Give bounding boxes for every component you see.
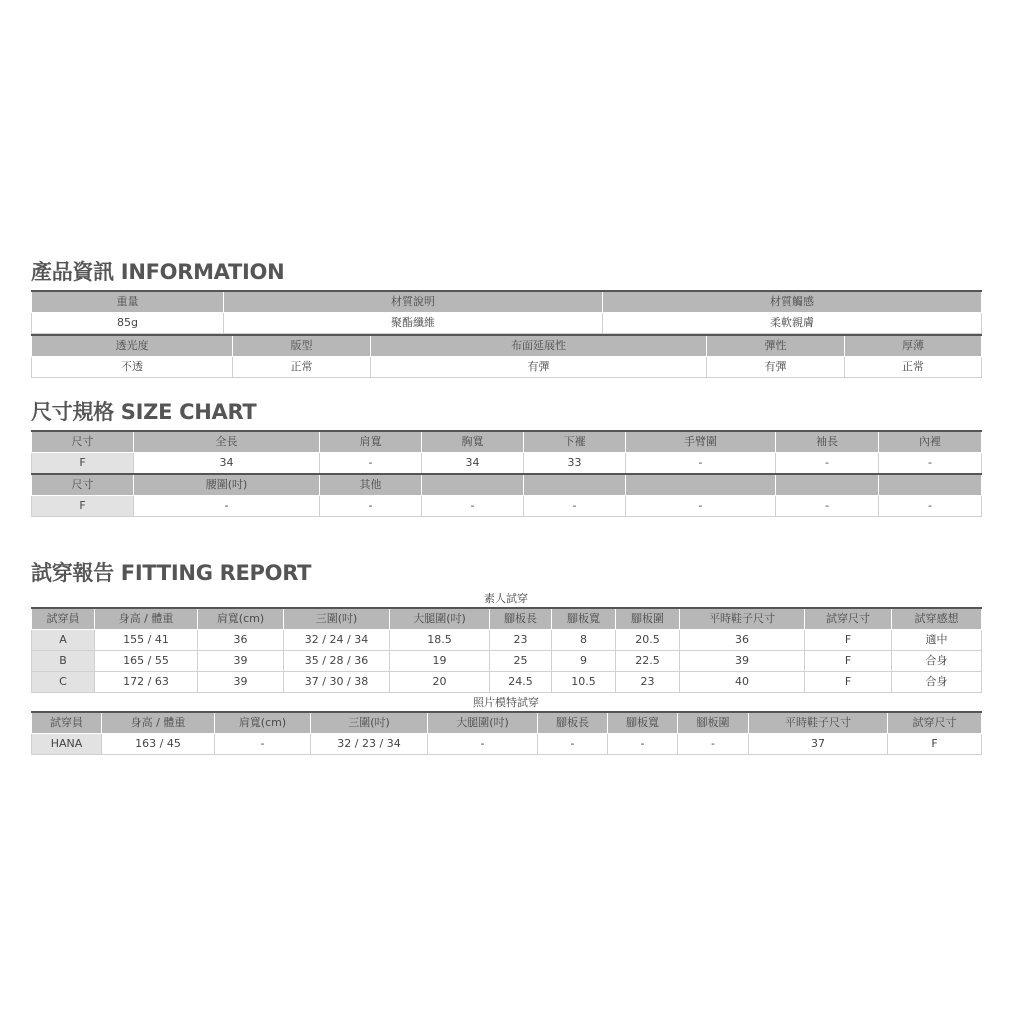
size-header-cell: 全長 [134, 431, 320, 453]
size-header-cell: 其他 [320, 474, 422, 496]
size-header-cell: 下襬 [524, 431, 626, 453]
table-cell: 39 [198, 651, 284, 672]
amateur-header-cell: 大腿圍(吋) [390, 608, 490, 630]
amateur-header-row [32, 608, 982, 630]
value-texture: 柔軟親膚 [603, 313, 982, 334]
tester-label: C [32, 672, 95, 693]
value-weight: 85g [32, 313, 224, 334]
table-cell: 合身 [892, 672, 982, 693]
value-stretch: 有彈 [371, 357, 707, 378]
model-header-cell: 肩寬(cm) [215, 712, 311, 734]
table-cell: 32 / 24 / 34 [284, 630, 390, 651]
tester-label: A [32, 630, 95, 651]
table-row [32, 651, 982, 672]
table-cell: 適中 [892, 630, 982, 651]
table-cell: 37 [749, 734, 888, 755]
amateur-table [31, 607, 982, 693]
table-cell: 35 / 28 / 36 [284, 651, 390, 672]
table-cell: - [538, 734, 608, 755]
info-title: 產品資訊 INFORMATION [31, 260, 285, 284]
table-cell: 20.5 [616, 630, 680, 651]
size-value-cell: - [320, 496, 422, 517]
fitting-title: 試穿報告 FITTING REPORT [31, 561, 312, 585]
table-cell: 36 [680, 630, 805, 651]
table-cell: 36 [198, 630, 284, 651]
size-value-cell: 34 [134, 453, 320, 475]
size-header-blank [879, 474, 982, 496]
size-header-blank [422, 474, 524, 496]
table-cell: 22.5 [616, 651, 680, 672]
size-value-cell: - [879, 496, 982, 517]
info-value-row-2 [32, 357, 982, 378]
amateur-caption: 素人試穿 [484, 592, 528, 605]
size-header-blank [524, 474, 626, 496]
table-cell: 10.5 [552, 672, 616, 693]
table-cell: 163 / 45 [102, 734, 215, 755]
size-value-cell: - [626, 453, 776, 475]
info-value-row-1 [32, 313, 982, 334]
size-header-cell: 內裡 [879, 431, 982, 453]
amateur-header-cell: 試穿感想 [892, 608, 982, 630]
size-header-row-2 [32, 474, 982, 496]
table-row [32, 630, 982, 651]
amateur-header-cell: 腳板寬 [552, 608, 616, 630]
table-cell: F [805, 672, 892, 693]
size-header-cell: 尺寸 [32, 431, 134, 453]
size-value-cell: 33 [524, 453, 626, 475]
table-cell: 40 [680, 672, 805, 693]
tester-label: B [32, 651, 95, 672]
header-texture: 材質觸感 [603, 291, 982, 313]
value-material: 聚酯纖維 [224, 313, 603, 334]
table-cell: 合身 [892, 651, 982, 672]
amateur-header-cell: 試穿尺寸 [805, 608, 892, 630]
size-value-cell: - [776, 496, 879, 517]
amateur-header-cell: 身高 / 體重 [95, 608, 198, 630]
amateur-header-cell: 試穿員 [32, 608, 95, 630]
table-cell: 37 / 30 / 38 [284, 672, 390, 693]
table-cell: 19 [390, 651, 490, 672]
size-header-cell: 腰圍(吋) [134, 474, 320, 496]
model-header-cell: 三圍(吋) [311, 712, 428, 734]
size-title: 尺寸規格 SIZE CHART [31, 400, 257, 424]
size-value-row-2 [32, 496, 982, 517]
table-cell: 9 [552, 651, 616, 672]
table-cell: 155 / 41 [95, 630, 198, 651]
info-header-row-1 [32, 291, 982, 313]
size-header-blank [776, 474, 879, 496]
table-cell: 39 [198, 672, 284, 693]
table-cell: - [678, 734, 749, 755]
header-fit: 版型 [233, 335, 371, 357]
table-cell: 8 [552, 630, 616, 651]
value-opacity: 不透 [32, 357, 233, 378]
info-table-1 [31, 290, 982, 334]
model-caption: 照片模特試穿 [473, 696, 539, 709]
table-cell: 23 [616, 672, 680, 693]
table-cell: 165 / 55 [95, 651, 198, 672]
amateur-header-cell: 三圍(吋) [284, 608, 390, 630]
header-opacity: 透光度 [32, 335, 233, 357]
size-header-cell: 尺寸 [32, 474, 134, 496]
model-header-cell: 試穿員 [32, 712, 102, 734]
model-header-cell: 腳板長 [538, 712, 608, 734]
model-header-cell: 平時鞋子尺寸 [749, 712, 888, 734]
table-cell: 172 / 63 [95, 672, 198, 693]
table-cell: F [805, 630, 892, 651]
size-value-cell: - [320, 453, 422, 475]
size-header-blank [626, 474, 776, 496]
table-cell: - [428, 734, 538, 755]
size-value-cell: 34 [422, 453, 524, 475]
size-row-label: F [32, 496, 134, 517]
model-header-cell: 腳板圍 [678, 712, 749, 734]
amateur-header-cell: 腳板圍 [616, 608, 680, 630]
model-header-cell: 大腿圍(吋) [428, 712, 538, 734]
size-value-cell: - [524, 496, 626, 517]
amateur-header-cell: 平時鞋子尺寸 [680, 608, 805, 630]
size-value-cell: - [776, 453, 879, 475]
table-cell: 32 / 23 / 34 [311, 734, 428, 755]
table-row [32, 672, 982, 693]
value-fit: 正常 [233, 357, 371, 378]
size-value-row-1 [32, 453, 982, 475]
size-value-cell: - [134, 496, 320, 517]
model-header-row [32, 712, 982, 734]
header-stretch: 布面延展性 [371, 335, 707, 357]
table-cell: F [805, 651, 892, 672]
model-label: HANA [32, 734, 102, 755]
table-row [32, 734, 982, 755]
size-header-cell: 袖長 [776, 431, 879, 453]
model-header-cell: 身高 / 體重 [102, 712, 215, 734]
model-table [31, 711, 982, 755]
table-cell: - [215, 734, 311, 755]
model-header-cell: 試穿尺寸 [888, 712, 982, 734]
info-table-2 [31, 334, 982, 378]
header-elasticity: 彈性 [707, 335, 845, 357]
header-thickness: 厚薄 [845, 335, 982, 357]
size-header-cell: 手臂圍 [626, 431, 776, 453]
amateur-header-cell: 肩寬(cm) [198, 608, 284, 630]
value-elasticity: 有彈 [707, 357, 845, 378]
table-cell: 24.5 [490, 672, 552, 693]
size-value-cell: - [626, 496, 776, 517]
table-cell: F [888, 734, 982, 755]
table-cell: - [608, 734, 678, 755]
amateur-header-cell: 腳板長 [490, 608, 552, 630]
value-thickness: 正常 [845, 357, 982, 378]
header-material: 材質說明 [224, 291, 603, 313]
table-cell: 23 [490, 630, 552, 651]
table-cell: 18.5 [390, 630, 490, 651]
size-value-cell: - [422, 496, 524, 517]
table-cell: 20 [390, 672, 490, 693]
table-cell: 25 [490, 651, 552, 672]
size-table [31, 430, 982, 517]
size-value-cell: - [879, 453, 982, 475]
info-header-row-2 [32, 335, 982, 357]
model-header-cell: 腳板寬 [608, 712, 678, 734]
size-header-cell: 胸寬 [422, 431, 524, 453]
size-header-cell: 肩寬 [320, 431, 422, 453]
size-header-row-1 [32, 431, 982, 453]
header-weight: 重量 [32, 291, 224, 313]
table-cell: 39 [680, 651, 805, 672]
size-row-label: F [32, 453, 134, 475]
